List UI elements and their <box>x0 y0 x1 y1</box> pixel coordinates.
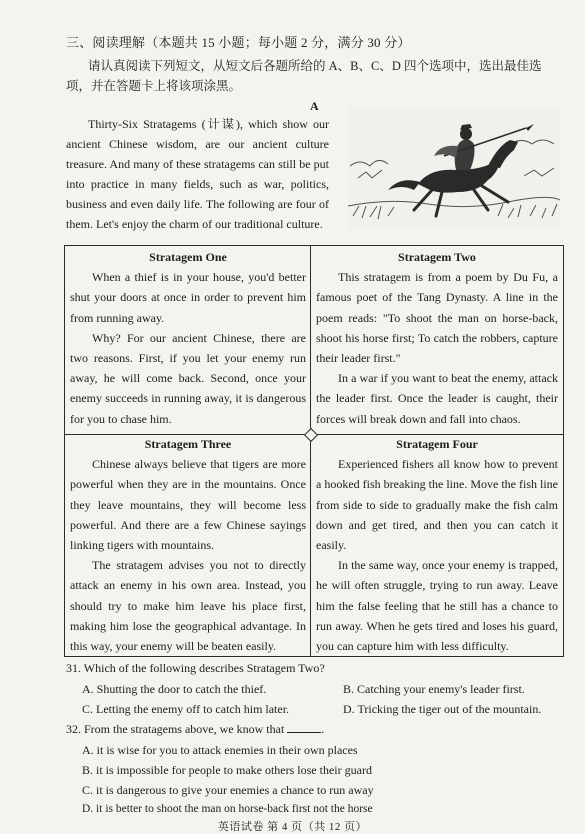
stratagem-heading: Stratagem Three <box>144 437 232 451</box>
horseman-ink-drawing <box>348 106 560 230</box>
stratagem-paragraph: This stratagem is from a poem by Du Fu, a famous poet of the Tang Dynasty. A line in the poem reads: "To shoot the man on horse-back, shoot his horse first; To catch the robbers, capture their leader first." <box>316 270 558 366</box>
question-number: 32. <box>66 722 81 736</box>
question-text: Which of the following describes Stratagem Two? <box>83 661 325 675</box>
section-title: 三、阅读理解（本题共 15 小题；每小题 2 分，满分 30 分） <box>66 35 411 50</box>
stratagem-paragraph: Why? For our ancient Chinese, there are two reasons. First, if you let your enemy run away, he will come back. Second, once your enemy succeeds in running away, it is dangerous for you to chase him. <box>70 330 306 426</box>
option-32-c[interactable]: C. it is dangerous to give your enemies a chance to run away <box>82 783 374 797</box>
option-31-b[interactable]: B. Catching your enemy's leader first. <box>343 682 525 696</box>
stratagem-heading: Stratagem Two <box>398 250 476 264</box>
section-instruction: 请认真阅读下列短文，从短文后各题所给的 A、B、C、D 四个选项中，选出最佳选项，并在答题卡上将该项涂黑。 <box>66 59 542 93</box>
stratagem-paragraph: In a war if you want to beat the enemy, attack the leader first. Once the leader is caught, their forces will break down and fall into chaos. <box>316 371 558 426</box>
option-32-b[interactable]: B. it is impossible for people to make others lose their guard <box>82 763 372 777</box>
page-footer: 英语试卷 第 4 页（共 12 页） <box>217 821 368 833</box>
question-31-stem <box>66 661 325 676</box>
stratagem-paragraph: Experienced fishers all know how to prevent a hooked fish breaking the line. Move the fish line from side to side to gradually make the fish calm down and get tired, and then you can catch it easily. <box>316 457 558 553</box>
option-32-d[interactable]: D. it is better to shoot the man on horse-back first not the horse <box>82 803 373 815</box>
stratagem-paragraph: Chinese always believe that tigers are more powerful when they are in the mountains. Once they leave mountains, they will become less powerful. And there are a few Chinese sayings linking tigers with mountains. <box>70 457 306 553</box>
horseman-illustration <box>348 106 560 230</box>
stratagem-four-cell <box>316 434 558 656</box>
stratagem-paragraph: When a thief is in your house, you'd better shut your doors at once in order to prevent him from running away. <box>70 270 306 325</box>
stratagem-paragraph: In the same way, once your enemy is trapped, he will often struggle, trying to run away. Leave him the false feeling that he still has a chance to run away. When he gets tired and loses his guard, you can capture him with less difficulty. <box>316 558 558 654</box>
passage-label: A <box>310 99 319 113</box>
option-31-d[interactable]: D. Tricking the tiger out of the mountain. <box>343 702 542 716</box>
question-text: From the stratagems above, we know that <box>84 722 285 736</box>
answer-blank <box>287 722 321 733</box>
stratagems-table <box>64 245 564 657</box>
option-31-c[interactable]: C. Letting the enemy off to catch him later. <box>82 702 290 716</box>
stratagem-three-cell <box>70 434 306 656</box>
option-32-a[interactable]: A. it is wise for you to attack enemies in their own places <box>82 743 358 757</box>
question-end-mark: . <box>321 722 325 736</box>
stratagem-two-cell <box>316 247 558 429</box>
stratagem-paragraph: The stratagem advises you not to directly attack an enemy in his own area. Instead, you should try to make him leave his place first, making him lose the geographical advantage. In this way, your enemy will be beaten easily. <box>70 558 306 654</box>
stratagem-heading: Stratagem Four <box>396 437 478 451</box>
option-31-a[interactable]: A. Shutting the door to catch the thief. <box>82 682 267 696</box>
question-number: 31. <box>66 661 81 675</box>
passage-intro: Thirty-Six Stratagems (计谋), which show our ancient Chinese wisdom, are our ancient culture treasure. And many of these stratagems can still be put into practice in many fields, such as war, politics, business and even daily life. The following are four of them. Let's enjoy the charm of our traditional culture. <box>66 117 329 232</box>
question-32-stem <box>66 722 324 737</box>
stratagem-heading: Stratagem One <box>149 250 227 264</box>
stratagem-one-cell <box>70 247 306 429</box>
